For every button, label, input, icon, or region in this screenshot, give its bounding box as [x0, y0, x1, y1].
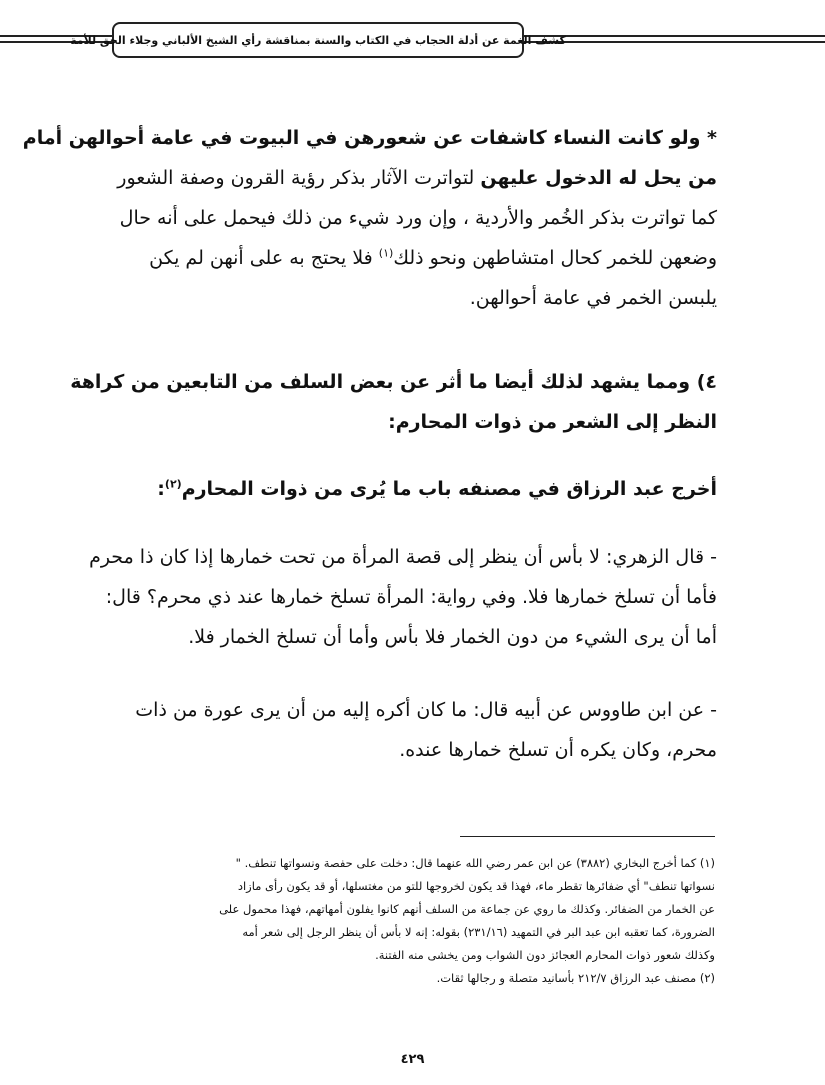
page-number: ٤٢٩	[400, 1052, 425, 1067]
text-line: محرم، وكان يكره أن تسلخ خمارها عنده.	[399, 739, 717, 761]
bold-phrase: من يحل له الدخول عليهن	[480, 167, 717, 189]
footnote-line: (١) كما أخرج البخاري (٣٨٨٢) عن ابن عمر رضي الله عنهما قال: دخلت على حفصة ونسواتها تنطف. "	[235, 856, 715, 870]
text-line: يلبسن الخمر في عامة أحوالهن.	[469, 287, 717, 309]
text-line: - عن ابن طاووس عن أبيه قال: ما كان أكره إليه من أن يرى عورة من ذات	[135, 699, 717, 721]
text-fragment: وضعهن للخمر كحال امتشاطهن ونحو ذلك	[393, 247, 717, 269]
paragraph-tawus-quote	[107, 690, 717, 770]
footnote-line: (٢) مصنف عبد الرزاق ٢١٢/٧ بأسانيد متصلة و رجالها ثقات.	[436, 971, 715, 985]
text-line: ٤) ومما يشهد لذلك أيضا ما أثر عن بعض السلف من التابعين من كراهة	[70, 371, 717, 393]
text-line	[107, 158, 717, 198]
text-line: * ولو كانت النساء كاشفات عن شعورهن في البيوت في عامة أحوالهن أمام	[22, 127, 717, 149]
running-header-title: كشف الغمة عن أدلة الحجاب في الكتاب والسنة بمناقشة رأي الشيخ الألباني وجلاء الحق للأمة	[70, 33, 566, 47]
footnote-1	[110, 852, 715, 967]
running-header	[70, 22, 566, 58]
footnote-line: الضرورة، كما تعقبه ابن عبد البر في التمهيد (٢٣١/١٦) بقوله: إنه لا بأس أن ينظر الرجل إلى شعر أمه	[242, 925, 715, 939]
text-line: أما أن يرى الشيء من دون الخمار فلا بأس وأما أن تسلخ الخمار فلا.	[188, 626, 717, 648]
text-fragment: فلا يحتج به على أنهن لم يكن	[149, 247, 379, 269]
text-line	[107, 238, 717, 278]
paragraph-zuhri-quote	[89, 537, 717, 657]
footnote-line: وكذلك شعور ذوات المحارم العجائز دون الشواب ومن يخشى منه الفتنة.	[375, 948, 715, 962]
footnote-2	[110, 967, 715, 990]
text-line: كما تواترت بذكر الخُمر والأردية ، وإن ورد شيء من ذلك فيحمل على أنه حال	[119, 207, 717, 229]
text-fragment: لتواترت الآثار بذكر رؤية القرون وصفة الشعور	[117, 167, 481, 189]
text-line: النظر إلى الشعر من ذوات المحارم:	[388, 411, 717, 433]
footnote-separator	[460, 836, 715, 837]
footnote-line: عن الخمار من الضفائر. وكذلك ما روي عن جماعة من السلف أنهم كانوا يفلون أمهاتهم، فهذا محمول على	[219, 902, 715, 916]
paragraph-abdulrazzaq	[107, 469, 717, 509]
text-line: فأما أن تسلخ خمارها فلا. وفي رواية: المرأة تسلخ خمارها عند ذي محرم؟ قال:	[105, 586, 717, 608]
footnote-line: نسواتها تنطف" أي ضفائرها تقطر ماء، فهذا قد يكون لخروجها للتو من مغتسلها، أو قد يكون رأى مازاد	[237, 879, 715, 893]
footnote-ref-2: (٢)	[164, 477, 182, 491]
text-fragment: أخرج عبد الرزاق في مصنفه باب ما يُرى من ذوات المحارم	[181, 478, 717, 500]
paragraph-point-4	[70, 362, 717, 442]
text-fragment: :	[157, 478, 165, 500]
paragraph-hair-evidence	[22, 118, 717, 318]
footnote-ref-1: (١)	[378, 246, 394, 260]
text-line	[107, 469, 717, 509]
text-line: - قال الزهري: لا بأس أن ينظر إلى قصة المرأة من تحت خمارها إذا كان ذا محرم	[89, 546, 717, 568]
